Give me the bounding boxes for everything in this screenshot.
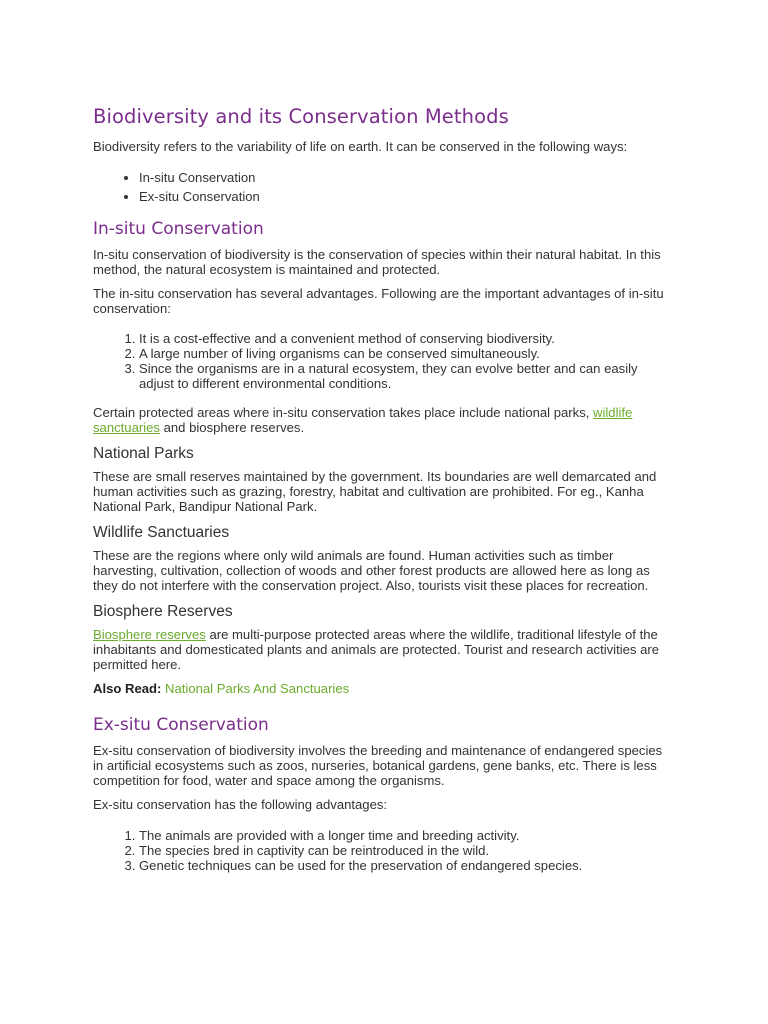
list-item: • Ex-situ Conservation (139, 187, 675, 206)
list-item: 2. A large number of living organisms can be conserved simultaneously. (139, 346, 675, 361)
protected-areas-paragraph (93, 405, 675, 435)
document-page (93, 104, 675, 873)
list-item: 3. Genetic techniques can be used for the preservation of endangered species. (139, 858, 675, 873)
biosphere-reserves-text: are multi-purpose protected areas where the wildlife, traditional lifestyle of the inhabitants and domesticated plants and animals are protected. Tourist and research activities are permitted here. (93, 627, 660, 672)
intro-paragraph: Biodiversity refers to the variability of life on earth. It can be conserved in the following ways: (93, 139, 628, 154)
intro-list (93, 168, 675, 206)
list-item: 1. It is a cost-effective and a convenient method of conserving biodiversity. (139, 331, 675, 346)
wildlife-sanctuaries-link[interactable]: wildlife sanctuaries (93, 405, 633, 435)
exsitu-paragraph-1: Ex-situ conservation of biodiversity involves the breeding and maintenance of endangered species in artificial ecosystems such as zoos, nurseries, botanical gardens, gene banks, etc. There is less competition for food, water and space among the organisms. (93, 743, 663, 788)
wildlife-sanctuaries-heading: Wildlife Sanctuaries (93, 524, 230, 541)
wildlife-sanctuaries-paragraph: These are the regions where only wild animals are found. Human activities such as timber harvesting, cultivation, collection of woods and other forest products are allowed here as long as they do not interfere with the conservation project. Also, tourists visit these places for recreation. (93, 548, 650, 593)
exsitu-heading: Ex-situ Conservation (93, 715, 269, 735)
insitu-paragraph-2: The in-situ conservation has several advantages. Following are the important advantages of in-situ conservation: (93, 286, 664, 316)
national-parks-paragraph: These are small reserves maintained by the government. Its boundaries are well demarcated and human activities such as grazing, forestry, habitat and cultivation are prohibited. For eg., Kanha National Park, Bandipur National Park. (93, 469, 657, 514)
list-item: 1. The animals are provided with a longer time and breeding activity. (139, 828, 675, 843)
national-parks-heading: National Parks (93, 445, 194, 462)
biosphere-reserves-heading: Biosphere Reserves (93, 603, 233, 620)
list-item: 3. Since the organisms are in a natural ecosystem, they can evolve better and can easily adjust to different environmental conditions. (139, 361, 675, 391)
page-title: Biodiversity and its Conservation Methods (93, 105, 509, 128)
exsitu-paragraph-2: Ex-situ conservation has the following advantages: (93, 797, 388, 812)
list-item: • In-situ Conservation (139, 168, 675, 187)
insitu-heading: In-situ Conservation (93, 219, 264, 239)
insitu-advantages-list (93, 331, 675, 391)
also-read-label: Also Read: (93, 681, 162, 696)
also-read (93, 681, 675, 696)
exsitu-advantages-list (93, 828, 675, 873)
protected-areas-text: Certain protected areas where in-situ conservation takes place include national parks, (93, 405, 594, 420)
national-parks-sanctuaries-link[interactable]: National Parks And Sanctuaries (161, 681, 350, 696)
list-item: 2. The species bred in captivity can be reintroduced in the wild. (139, 843, 675, 858)
protected-areas-text-end: and biosphere reserves. (159, 420, 305, 435)
insitu-paragraph-1: In-situ conservation of biodiversity is the conservation of species within their natural habitat. In this method, the natural ecosystem is maintained and protected. (93, 247, 661, 277)
biosphere-reserves-paragraph (93, 627, 675, 672)
biosphere-reserves-link[interactable]: Biosphere reserves (93, 627, 206, 642)
